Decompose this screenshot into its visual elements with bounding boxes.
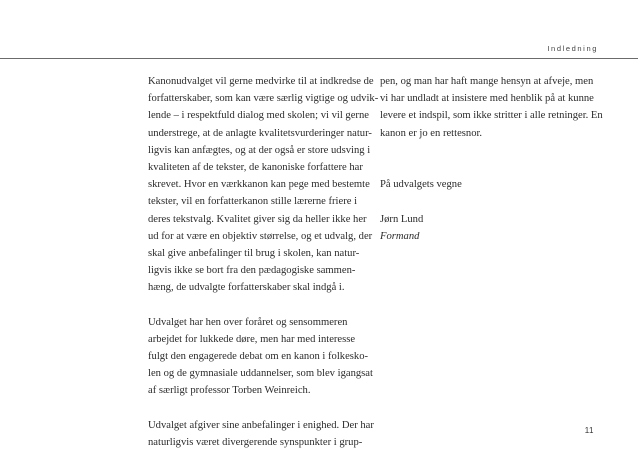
paragraph-gap — [380, 142, 598, 159]
text-line: arbejdet for lukkede døre, men har med interesse — [148, 333, 356, 345]
left-column — [148, 73, 379, 451]
text-line: af særligt professor Torben Weinreich. — [148, 385, 311, 397]
paragraph-gap — [148, 296, 376, 313]
header-divider — [0, 58, 638, 59]
paragraph-2 — [148, 314, 376, 400]
text-line: Kanonudvalget vil gerne medvirke til at indkredse de — [148, 76, 374, 87]
text-line: ligvis kan anfægtes, og at der også er store udsving i — [148, 144, 371, 156]
running-title: Indledning — [547, 44, 598, 53]
text-line: len og de gymnasiale uddannelser, som blev igangsat — [148, 368, 373, 380]
text-line: naturligvis været divergerende synspunkter i grup- — [148, 436, 363, 448]
text-line: understrege, at de anlagte kvalitetsvurderinger natur- — [148, 127, 372, 139]
text-line: pen, og man har haft mange hensyn at afveje, men — [380, 76, 594, 87]
text-line: vi har undladt at insistere med henblik på at kunne — [380, 93, 594, 105]
text-line: Udvalget har hen over foråret og sensommeren — [148, 316, 348, 328]
text-line: deres tekstvalg. Kvalitet giver sig da heller ikke her — [148, 213, 367, 225]
text-line: forfatterskaber, som kan være særlig vigtige og udvik- — [148, 93, 379, 105]
paragraph-continuation — [380, 73, 603, 142]
text-line: kvaliteten af de tekster, de kanoniske forfattere har — [148, 161, 363, 173]
closing-line: På udvalgets vegne — [380, 179, 462, 191]
text-line: kanon er jo en rettesnor. — [380, 127, 483, 139]
text-line: hæng, de udvalgte forfatterskaber skal indgå i. — [148, 282, 345, 294]
paragraph-gap — [148, 400, 376, 417]
text-line: levere et indspil, som ikke stritter i alle retninger. En — [380, 110, 603, 122]
text-line: ligvis ikke se bort fra den pædagogiske sammen- — [148, 265, 356, 277]
text-line: lende – i respektfuld dialog med skolen; vi vil gerne — [148, 110, 369, 122]
text-line: tekster, vil en forfatterkanon stille lærerne friere i — [148, 196, 358, 208]
text-line: ud for at være en objektiv størrelse, og et udvalg, der — [148, 230, 373, 242]
text-line: skal give anbefalinger til brug i skolen, kan natur- — [148, 247, 360, 259]
signatory-name: Jørn Lund — [380, 213, 424, 225]
paragraph-3 — [148, 417, 376, 451]
paragraph-gap — [380, 159, 598, 176]
right-column — [380, 73, 603, 245]
signatory-title: Formand — [380, 230, 420, 242]
text-line: skrevet. Hvor en værkkanon kan pege med bestemte — [148, 179, 370, 191]
text-line: Udvalget afgiver sine anbefalinger i enighed. Der har — [148, 419, 374, 431]
page-number: 11 — [584, 426, 594, 435]
paragraph-gap — [380, 193, 598, 210]
paragraph-1 — [148, 73, 379, 296]
text-line: fulgt den engagerede debat om en kanon i folkesko- — [148, 351, 369, 362]
